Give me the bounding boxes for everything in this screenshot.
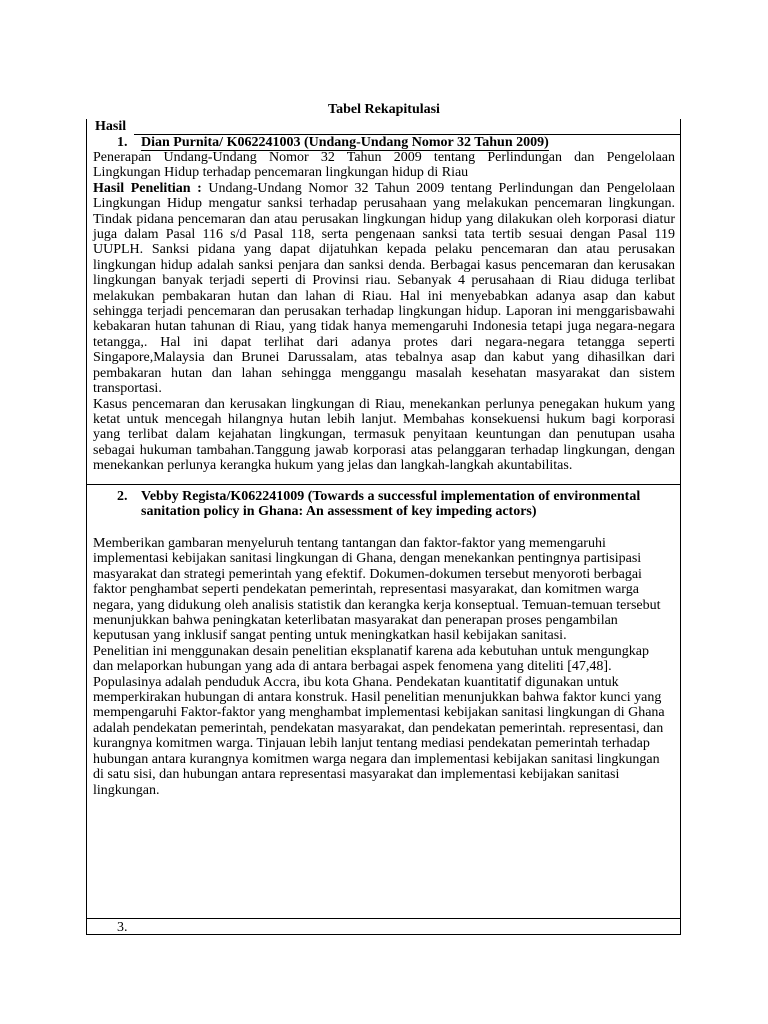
entry1-body <box>93 150 675 474</box>
entry1-result-line: juga dalam Pasal 116 s/d Pasal 118, serta pengenaan sanksi tata tertib sesuai dengan Pasal 119 <box>93 227 675 243</box>
entry3-number: 3. <box>117 920 128 935</box>
entry2-body-line: di satu sisi, dan hubungan antara representasi masyarakat dan implementasi kebijakan sanitasi <box>93 767 620 783</box>
entry2-body-line: keputusan yang inklusif sangat penting untuk meningkatkan hasil kebijakan sanitasi. <box>93 628 567 644</box>
entry2-body-line: Memberikan gambaran menyeluruh tentang tantangan dan faktor-faktor yang memengaruhi <box>93 536 606 551</box>
entry1-number: 1. <box>117 135 128 150</box>
entry1-result-line: sehingga terjadi pencemaran dan perusakan terhadap lingkungan hidup. Laporan ini menggarisbawahi <box>93 304 675 320</box>
entry1-result-line: lingkungan banyak terjadi seperti di Provinsi riau. Sebanyak 4 perusahaan di Riau diduga terlibat <box>93 273 675 289</box>
entry2-body <box>93 536 675 798</box>
entry2-body-line: masyarakat dan strategi pemerintah yang efektif. Dokumen-dokumen tersebut menyoroti berbagai <box>93 566 642 582</box>
entry1-topic-line: Penerapan Undang-Undang Nomor 32 Tahun 2009 tentang Perlindungan dan Pengelolaan <box>93 150 675 165</box>
entry1-conclusion-line: yang terlibat dalam kejahatan lingkungan, termasuk penyitaan keuntungan dan penutupan usaha <box>93 427 675 443</box>
entry1-heading: Dian Purnita/ K062241003 (Undang-Undang Nomor 32 Tahun 2009) <box>141 135 549 150</box>
entry1-conclusion-line: sebagai hukuman tambahan.Tanggung jawab korporasi atas pelanggaran terhadap lingkungan, dengan <box>93 442 675 458</box>
row-divider <box>87 918 680 919</box>
entry2-body-line: adalah pendekatan pemerintah, pendekatan masyarakat, dan pendekatan pemerintah. representasi, dan <box>93 720 664 736</box>
entry2-body-line: lingkungan. <box>93 782 160 798</box>
entry1-result-line: Tindak pidana pencemaran dan atau perusakan lingkungan hidup yang dilakukan oleh korporasi diatur <box>93 211 675 227</box>
entry2-body-line: mempengaruhi Faktor-faktor yang menghambat implementasi kebijakan sanitasi lingkungan di Ghana <box>93 705 665 721</box>
entry2-body-line: hubungan antara kurangnya komitmen warga negara dan implementasi kebijakan sanitasi lingkungan <box>93 751 660 767</box>
entry1-topic-line: Lingkungan Hidup terhadap pencemaran lingkungan hidup di Riau <box>93 165 469 181</box>
entry1-result-line: Lingkungan Hidup mengatur sanksi terhadap perusahaan yang melakukan pencemaran lingkungan. <box>93 196 675 212</box>
entry1-conclusion-line: ketat untuk mencegah hilangnya hutan lebih lanjut. Membahas konsekuensi hukum bagi korporasi <box>93 411 675 427</box>
entry1-result-line: lingkungan hidup adalah sanksi penjara dan sanksi denda. Berbagai kasus pencemaran dan kerusakan <box>93 257 675 273</box>
entry1-result-line: kebakaran hutan tahunan di Riau, yang tidak hanya memengaruhi Indonesia tetapi juga negara-negara <box>93 319 675 335</box>
entry2-number: 2. <box>117 489 128 504</box>
entry2-body-line: Penelitian ini menggunakan desain penelitian eksplanatif karena ada kebutuhan untuk mengungkap <box>93 643 649 659</box>
entry2-body-line: memperkirakan hubungan di antara konstruk. Hasil penelitian menunjukkan bahwa faktor kunci yang <box>93 690 662 706</box>
entry1-result-line: Hasil Penelitian : Undang-Undang Nomor 32 Tahun 2009 tentang Perlindungan dan Pengelolaan <box>93 180 675 196</box>
entry1-result-line: pembakaran hutan dan lahan sehingga menggangu masalah kesehatan masyarakat dan sistem <box>93 365 675 381</box>
entry2-body-line: dan melaporkan hubungan yang ada di antara berbagai aspek fenomena yang diteliti [47,48]. <box>93 659 612 675</box>
recap-table <box>86 119 681 935</box>
row-divider <box>87 484 680 485</box>
entry2-body-line: faktor penghambat seperti pendekatan pemerintah, representasi masyarakat, dan komitmen warga <box>93 582 639 598</box>
entry2-body-line: kurangnya komitmen warga. Tinjauan lebih lanjut tentang mediasi pendekatan pemerintah terhadap <box>93 736 650 752</box>
entry2-body-line: Populasinya adalah penduduk Accra, ibu kota Ghana. Pendekatan kuantitatif digunakan untuk <box>93 674 619 690</box>
entry1-conclusion-line: Kasus pencemaran dan kerusakan lingkungan di Riau, menekankan perlunya penegakan hukum yang <box>93 396 675 412</box>
entry1-result-label: Hasil Penelitian : <box>93 180 202 196</box>
entry1-result-line: transportasi. <box>93 381 162 397</box>
entry1-result-line: melakukan pembakaran hutan dan lahan di Riau. Hal ini menyebabkan adanya asap dan kabut <box>93 288 675 304</box>
entry1-result-line: Singapore,Malaysia dan Brunei Darussalam, atas tebalnya asap dan kabut yang dihasilkan dari <box>93 350 675 366</box>
section-label: Hasil <box>95 119 127 134</box>
entry1-conclusion-line: menekankan perlunya kerangka hukum yang jelas dan langkah-langkah akuntabilitas. <box>93 458 573 474</box>
document-title: Tabel Rekapitulasi <box>328 102 440 117</box>
entry2-heading-line: Vebby Regista/K062241009 (Towards a successful implementation of environmental <box>141 489 641 504</box>
entry2-body-line: negara, yang didukung oleh analisis statistik dan kerangka kerja konseptual. Temuan-temuan tersebut <box>93 597 661 613</box>
entry1-result-line: tetangga,. Hal ini dapat terlihat dari adanya protes dari negara-negara tetangga seperti <box>93 334 675 350</box>
entry2-body-line: implementasi kebijakan sanitasi lingkungan di Ghana, dengan menekankan pentingnya partisipasi <box>93 551 642 567</box>
entry1-result-line: UUPLH. Sanksi pidana yang dapat dijatuhkan kepada pelaku pencemaran dan atau perusakan <box>93 242 675 258</box>
entry2-heading-line: sanitation policy in Ghana: An assessment of key impeding actors) <box>141 504 537 519</box>
entry2-body-line: menunjukkan bahwa peningkatan keterlibatan masyarakat dan penerapan proses pengambilan <box>93 613 618 629</box>
